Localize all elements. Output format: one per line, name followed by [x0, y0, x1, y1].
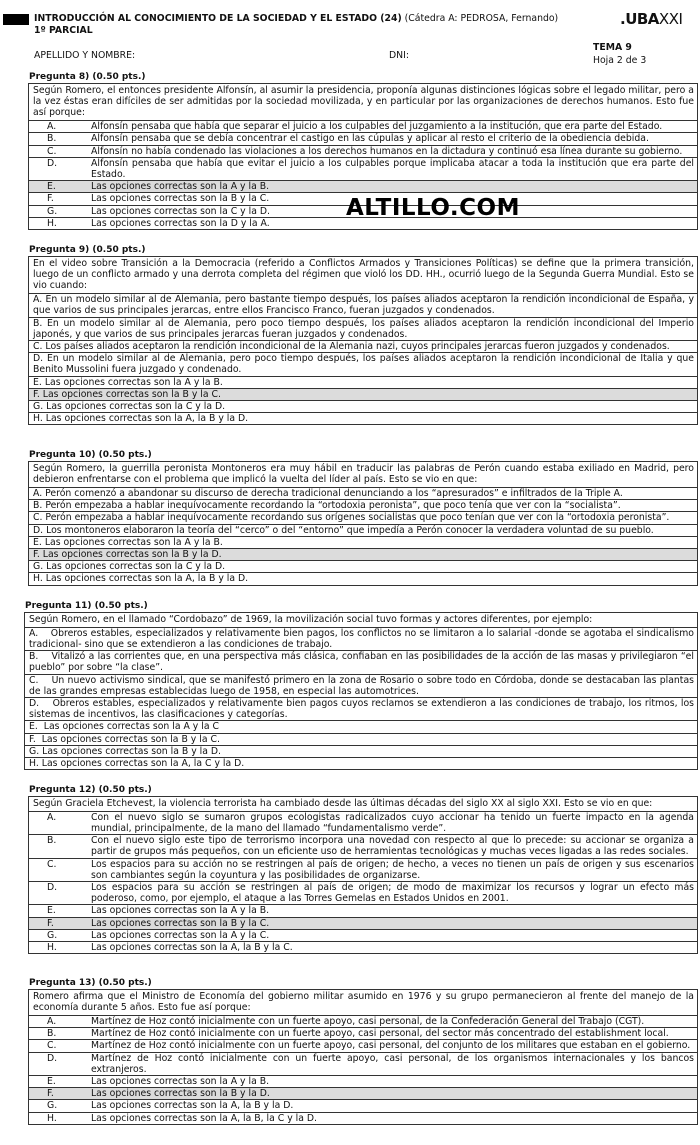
- option-f[interactable]: F. Las opciones correctas son la B y la D.: [29, 1087, 697, 1099]
- option-f[interactable]: F. Las opciones correctas son la B y la C.: [29, 388, 697, 400]
- question-12: [28, 785, 698, 954]
- option-e[interactable]: E. Las opciones correctas son la A y la B.: [29, 376, 697, 388]
- question-box: [28, 989, 698, 1125]
- option-a[interactable]: A. Alfonsín pensaba que había que separar el juicio a los culpables del juzgamiento a la institución, que era parte del Estado.: [29, 120, 697, 132]
- option-g[interactable]: G. Las opciones correctas son la C y la D.: [29, 205, 697, 217]
- black-bar: [3, 14, 29, 25]
- option-a[interactable]: A. Con el nuevo siglo se sumaron grupos ecologistas radicalizados cuyo accionar ha tenido un fuerte impacto en la agenda mundial, principalmente, de la mano del llamado “fundamentalismo verde”.: [29, 811, 697, 834]
- option-a[interactable]: A. Perón comenzó a abandonar su discurso de derecha tradicional denunciando a los “apresurados” e infiltrados de la Triple A.: [29, 487, 697, 499]
- option-b[interactable]: B. Con el nuevo siglo este tipo de terrorismo incorpora una novedad con respecto al que lo precede: su accionar se organiza a partir de grupos más pequeños, con un eficiente uso de herramientas tecnológicas y muchas veces ligadas a las redes sociales.: [29, 834, 697, 857]
- option-d[interactable]: D. Los espacios para su acción se restringen al país de origen; de modo de maximizar los recursos y lograr un efecto más poderoso, como, por ejemplo, el ataque a las Torres Gemelas en Estados Unidos en 2001.: [29, 881, 697, 904]
- question-title: Pregunta 12) (0.50 pts.): [29, 785, 152, 795]
- option-f[interactable]: F. Las opciones correctas son la B y la C.: [29, 917, 697, 929]
- watermark: ALTILLO.COM: [346, 195, 520, 221]
- option-c[interactable]: C. Los países aliados aceptaron la rendición incondicional de la Alemania nazi, cuyos principales jerarcas fueron juzgados y condenados.: [29, 340, 697, 352]
- page-header: [0, 0, 700, 72]
- option-d[interactable]: D. En un modelo similar al de Alemania, pero poco tiempo después, los países aliados aceptaron la rendición incondicional de Italia y que Benito Mussolini fuera juzgado y condenado.: [29, 352, 697, 375]
- option-b[interactable]: B. Perón empezaba a hablar inequívocamente recordando la “ortodoxia peronista”, que poco tenía que ver con la “socialista”.: [29, 499, 697, 511]
- option-h[interactable]: H. Las opciones correctas son la A, la B y la D.: [29, 572, 697, 584]
- option-f[interactable]: F. Las opciones correctas son la B y la C.: [25, 733, 697, 745]
- option-h[interactable]: H. Las opciones correctas son la A, la B, la C y la D.: [29, 1112, 697, 1124]
- option-b[interactable]: B. En un modelo similar al de Alemania, pero poco tiempo después, los países aliados aceptaron la rendición incondicional del Imperio japonés, y que varios de sus principales jerarcas fueran juzgados y condenados.: [29, 317, 697, 340]
- option-a[interactable]: A. Obreros estables, especializados y relativamente bien pagos, los conflictos no se limitaron a lo salarial -donde se agotaba el sindicalismo tradicional- sino que se extendieron a las condiciones de trabajo.: [25, 627, 697, 650]
- option-f[interactable]: F. Las opciones correctas son la B y la D.: [29, 548, 697, 560]
- question-stem: Según Graciela Etchevest, la violencia terrorista ha cambiado desde las últimas décadas del siglo XX al siglo XXI. Esto se vio en que:: [33, 797, 653, 809]
- option-b[interactable]: B. Vitalizó a las corrientes que, en una perspectiva más clásica, confiaban en las posibilidades de la acción de las masas y privilegiaron “el pueblo” por sobre “la clase”.: [25, 650, 697, 673]
- option-h[interactable]: H. Las opciones correctas son la A, la C y la D.: [25, 757, 697, 769]
- option-g[interactable]: G. Las opciones correctas son la B y la D.: [25, 745, 697, 757]
- option-c[interactable]: C. Los espacios para su acción no se restringen al país de origen; de hecho, a veces no tienen un país de origen y sus escenarios son cambiantes según la coyuntura y las posibilidades de organizarse.: [29, 858, 697, 881]
- option-e[interactable]: E. Las opciones correctas son la A y la B.: [29, 180, 697, 192]
- question-9: [28, 245, 698, 425]
- question-box: [28, 796, 698, 955]
- option-h[interactable]: H. Las opciones correctas son la A, la B y la D.: [29, 412, 697, 424]
- question-title: Pregunta 11) (0.50 pts.): [25, 601, 148, 611]
- option-c[interactable]: C. Perón empezaba a hablar inequívocamente recordando sus orígenes socialistas que poco tenían que ver con la “ortodoxia peronista”.: [29, 511, 697, 523]
- question-stem: En el video sobre Transición a la Democracia (referido a Conflictos Armados y Transiciones Políticas) se define que la primera transición, luego de un conflicto armado y una derrota completa del régimen que violó los DD. HH., ocurrió luego de la Segunda Guerra Mundial. Esto se vio cuando:: [33, 257, 694, 291]
- question-title: Pregunta 10) (0.50 pts.): [29, 450, 152, 460]
- option-d[interactable]: D. Martínez de Hoz contó inicialmente con un fuerte apoyo, casi personal, de los organismos internacionales y los bancos extranjeros.: [29, 1052, 697, 1075]
- question-stem: Romero afirma que el Ministro de Economía del gobierno militar asumido en 1976 y su grupo permanecieron al frente del manejo de la economía durante 5 años. Esto fue así porque:: [33, 990, 694, 1013]
- option-h[interactable]: H. Las opciones correctas son la A, la B y la C.: [29, 941, 697, 953]
- question-13: [28, 978, 698, 1125]
- question-title: Pregunta 13) (0.50 pts.): [29, 978, 152, 988]
- option-e[interactable]: E. Las opciones correctas son la A y la B.: [29, 536, 697, 548]
- option-f[interactable]: F. Las opciones correctas son la B y la C.: [29, 192, 697, 204]
- question-box: [28, 461, 698, 586]
- tema-label: TEMA 9: [593, 42, 632, 53]
- question-10: [28, 450, 698, 586]
- question-stem: Según Romero, el entonces presidente Alfonsín, al asumir la presidencia, proponía algunas distinciones lógicas sobre el legado militar, pero a la vez éstas eran difíciles de ser admitidas por la sociedad movilizada, y en particular por las organizaciones de derechos humanos. Esto fue así porque:: [33, 84, 694, 118]
- course-title: INTRODUCCIÓN AL CONOCIMIENTO DE LA SOCIEDAD Y EL ESTADO (24) (Cátedra A: PEDROSA, Fernando): [34, 13, 559, 24]
- option-d[interactable]: D. Los montoneros elaboraron la teoría del “cerco” o del “entorno” que impedía a Perón conocer la verdadera voluntad de su pueblo.: [29, 524, 697, 536]
- uba-logo: .UBAXXI: [620, 10, 683, 28]
- question-11: [24, 601, 698, 770]
- option-a[interactable]: A. Martínez de Hoz contó inicialmente con un fuerte apoyo, casi personal, de la Confederación General del Trabajo (CGT).: [29, 1015, 697, 1027]
- question-box: [24, 612, 698, 771]
- option-b[interactable]: B. Martínez de Hoz contó inicialmente con un fuerte apoyo, casi personal, del sector más concentrado del establishment local.: [29, 1027, 697, 1039]
- option-g[interactable]: G. Las opciones correctas son la C y la D.: [29, 400, 697, 412]
- option-d[interactable]: D. Alfonsín pensaba que había que evitar el juicio a los culpables porque implicaba atacar a toda la institución que era parte del Estado.: [29, 157, 697, 180]
- option-g[interactable]: G. Las opciones correctas son la C y la D.: [29, 560, 697, 572]
- question-stem: Según Romero, en el llamado “Cordobazo” de 1969, la movilización social tuvo formas y actores diferentes, por ejemplo:: [29, 613, 593, 625]
- option-e[interactable]: E. Las opciones correctas son la A y la B.: [29, 1075, 697, 1087]
- option-b[interactable]: B. Alfonsín pensaba que se debía concentrar el castigo en las cúpulas y aplicar al resto el criterio de la obediencia debida.: [29, 132, 697, 144]
- option-g[interactable]: G. Las opciones correctas son la A, la B y la D.: [29, 1099, 697, 1111]
- dni-label: DNI:: [389, 50, 409, 61]
- page-number: Hoja 2 de 3: [593, 55, 647, 66]
- exam-type: 1º PARCIAL: [34, 25, 93, 36]
- option-g[interactable]: G. Las opciones correctas son la A y la C.: [29, 929, 697, 941]
- option-e[interactable]: E. Las opciones correctas son la A y la C: [25, 720, 697, 732]
- option-d[interactable]: D. Obreros estables, especializados y relativamente bien pagos cuyos reclamos se extendieron a las condiciones de trabajo, los ritmos, los sistemas de incentivos, las clasificaciones y categorías.: [25, 697, 697, 720]
- question-title: Pregunta 8) (0.50 pts.): [29, 72, 146, 82]
- option-c[interactable]: C. Un nuevo activismo sindical, que se manifestó primero en la zona de Rosario o sobre todo en Córdoba, donde se destacaban las plantas de las grandes empresas establecidas luego de 1958, en especial las automotrices.: [25, 674, 697, 697]
- name-label: APELLIDO Y NOMBRE:: [34, 50, 136, 61]
- question-box: [28, 256, 698, 426]
- option-a[interactable]: A. En un modelo similar al de Alemania, pero bastante tiempo después, los países aliados aceptaron la rendición incondicional de España, y que varios de sus principales jerarcas, entre ellos Francisco Franco, fueran juzgados y condenados.: [29, 293, 697, 316]
- option-e[interactable]: E. Las opciones correctas son la A y la B.: [29, 904, 697, 916]
- option-c[interactable]: C. Alfonsín no había condenado las violaciones a los derechos humanos en la dictadura y continuó esa línea durante su gobierno.: [29, 145, 697, 157]
- question-title: Pregunta 9) (0.50 pts.): [29, 245, 146, 255]
- question-stem: Según Romero, la guerrilla peronista Montoneros era muy hábil en traducir las palabras de Perón cuando estaba exiliado en Madrid, pero debieron enfrentarse con el problema que implicó la vuelta del líder al país. Esto se vio en que:: [33, 462, 694, 485]
- option-h[interactable]: H. Las opciones correctas son la D y la A.: [29, 217, 697, 229]
- option-c[interactable]: C. Martínez de Hoz contó inicialmente con un fuerte apoyo, casi personal, del conjunto de los militares que estaban en el gobierno.: [29, 1039, 697, 1051]
